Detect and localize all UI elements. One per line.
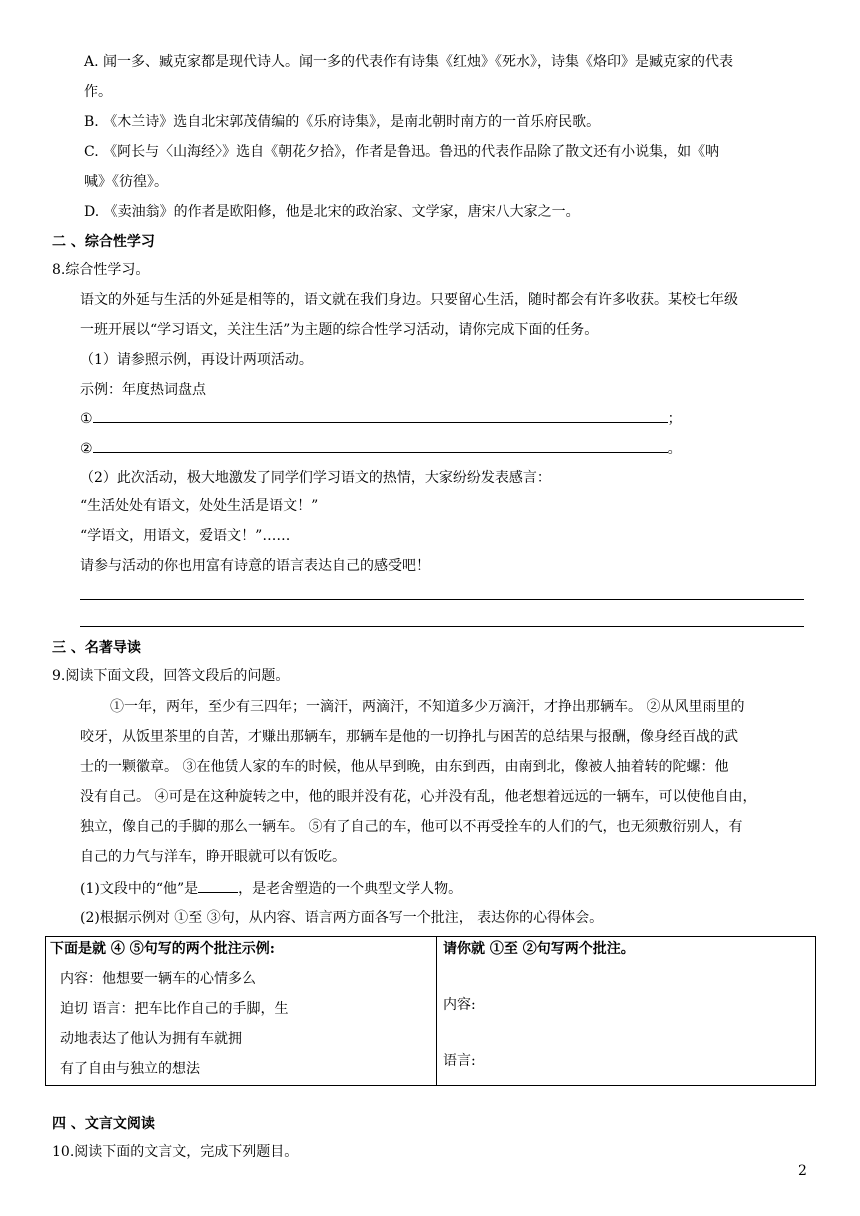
passage-line-1: ①一年，两年，至少有三四年；一滴汗，两滴汗，不知道多少万滴汗，才挣出那辆车。 ②从风里雨里的 [110,699,745,715]
q8-prompt: 请参与活动的你也用富有诗意的语言表达自己的感受吧！ [80,558,430,574]
annotation-content-label: 内容: [443,997,476,1013]
passage-line-3: 士的一颗徽章。 ③在他赁人家的车的时候，他从早到晚，由东到西，由南到北，像被人抽着转的陀螺：他 [80,759,729,775]
q9-sub2: (2)根据示例对 ①至 ③句，从内容、语言两方面各写一个批注， 表达你的心得体会。 [80,910,604,926]
q8-example: 示例：年度热词盘点 [80,382,206,398]
option-c-line2: 喊》《彷徨》。 [84,174,168,190]
q9-answer-blank[interactable] [198,878,238,893]
option-a-line1: A. 闻一多、臧克家都是现代诗人。闻一多的代表作有诗集《红烛》《死水》，诗集《烙印》是臧克家的代表 [84,54,734,70]
q8-blank2-row [80,438,682,459]
q8-answer-line-1[interactable] [80,599,804,600]
q8-answer-blank-2[interactable] [93,438,668,453]
section-heading-classics-reading: 三 、名著导读 [52,640,141,656]
option-b: B. 《木兰诗》选自北宋郭茂倩编的《乐府诗集》，是南北朝时南方的一首乐府民歌。 [84,114,601,130]
q8-answer-line-2[interactable] [80,626,804,627]
q8-blank1-mark: ① [80,411,93,427]
passage-line-2: 咬牙，从饭里茶里的自苦，才赚出那辆车，那辆车是他的一切挣扎与困苦的总结果与报酬，像身经百战的武 [80,729,738,745]
annotation-answer-cell[interactable] [437,937,816,1086]
section-heading-comprehensive-learning: 二 、综合性学习 [52,234,155,250]
q8-intro-line1: 语文的外延与生活的外延是相等的，语文就在我们身边。只要留心生活，随时都会有许多收获。某校七年级 [80,292,738,308]
q8-quote1: “生活处处有语文，处处生活是语文！” [80,498,319,514]
q8-blank2-end: 。 [667,441,682,457]
annotation-example-line-4: 有了自由与独立的想法 [60,1061,200,1077]
q8-sub1: （1）请参照示例，再设计两项活动。 [80,352,313,368]
q8-answer-blank-1[interactable] [93,408,668,423]
q8-sub2: （2）此次活动，极大地激发了同学们学习语文的热情，大家纷纷发表感言： [80,470,551,486]
annotation-example-line-1: 内容：他想要一辆车的心情多么 [60,971,256,987]
annotation-example-line-3: 动地表达了他认为拥有车就拥 [60,1031,242,1047]
q8-blank2-mark: ② [80,441,93,457]
annotation-language-label: 语言: [443,1053,476,1069]
q9-sub1-post: ，是老舍塑造的一个典型文学人物。 [238,881,463,897]
annotation-table [45,936,816,1086]
section-heading-classical-chinese: 四 、文言文阅读 [52,1116,155,1132]
passage-line-6: 自己的力气与洋车，睁开眼就可以有饭吃。 [80,849,346,865]
question-8-title: 8.综合性学习。 [52,262,150,278]
page-number: 2 [798,1163,807,1179]
annotation-answer-header: 请你就 ①至 ②句写两个批注。 [443,941,635,957]
annotation-example-cell [46,937,437,1086]
annotation-example-header: 下面是就 ④ ⑤句写的两个批注示例: [50,941,275,957]
option-c-line1: C. 《阿长与〈山海经〉》选自《朝花夕拾》，作者是鲁迅。鲁迅的代表作品除了散文还有小说集，如《呐 [84,144,720,160]
passage-line-4: 没有自己。 ④可是在这种旋转之中，他的眼并没有花，心并没有乱，他老想着远远的一辆车，可以使他自由， [80,789,757,805]
passage-line-5: 独立，像自己的手脚的那么一辆车。 ⑤有了自己的车，他可以不再受拴车的人们的气，也无须敷衍别人，有 [80,819,743,835]
option-d: D. 《卖油翁》的作者是欧阳修，他是北宋的政治家、文学家，唐宋八大家之一。 [84,204,580,220]
question-10-title: 10.阅读下面的文言文，完成下列题目。 [52,1144,299,1160]
q9-sub1-pre: (1)文段中的“他”是 [80,881,199,897]
annotation-example-line-2: 迫切 语言：把车比作自己的手脚，生 [60,1001,289,1017]
q9-sub1-row [80,878,462,899]
option-a-line2: 作。 [84,84,112,100]
q8-blank1-end: ； [667,411,682,427]
question-9-title: 9.阅读下面文段，回答文段后的问题。 [52,668,290,684]
q8-intro-line2: 一班开展以“学习语文，关注生活”为主题的综合性学习活动，请你完成下面的任务。 [80,322,599,338]
q8-blank1-row [80,408,682,429]
q8-quote2: “学语文，用语文，爱语文！”…… [80,528,291,544]
